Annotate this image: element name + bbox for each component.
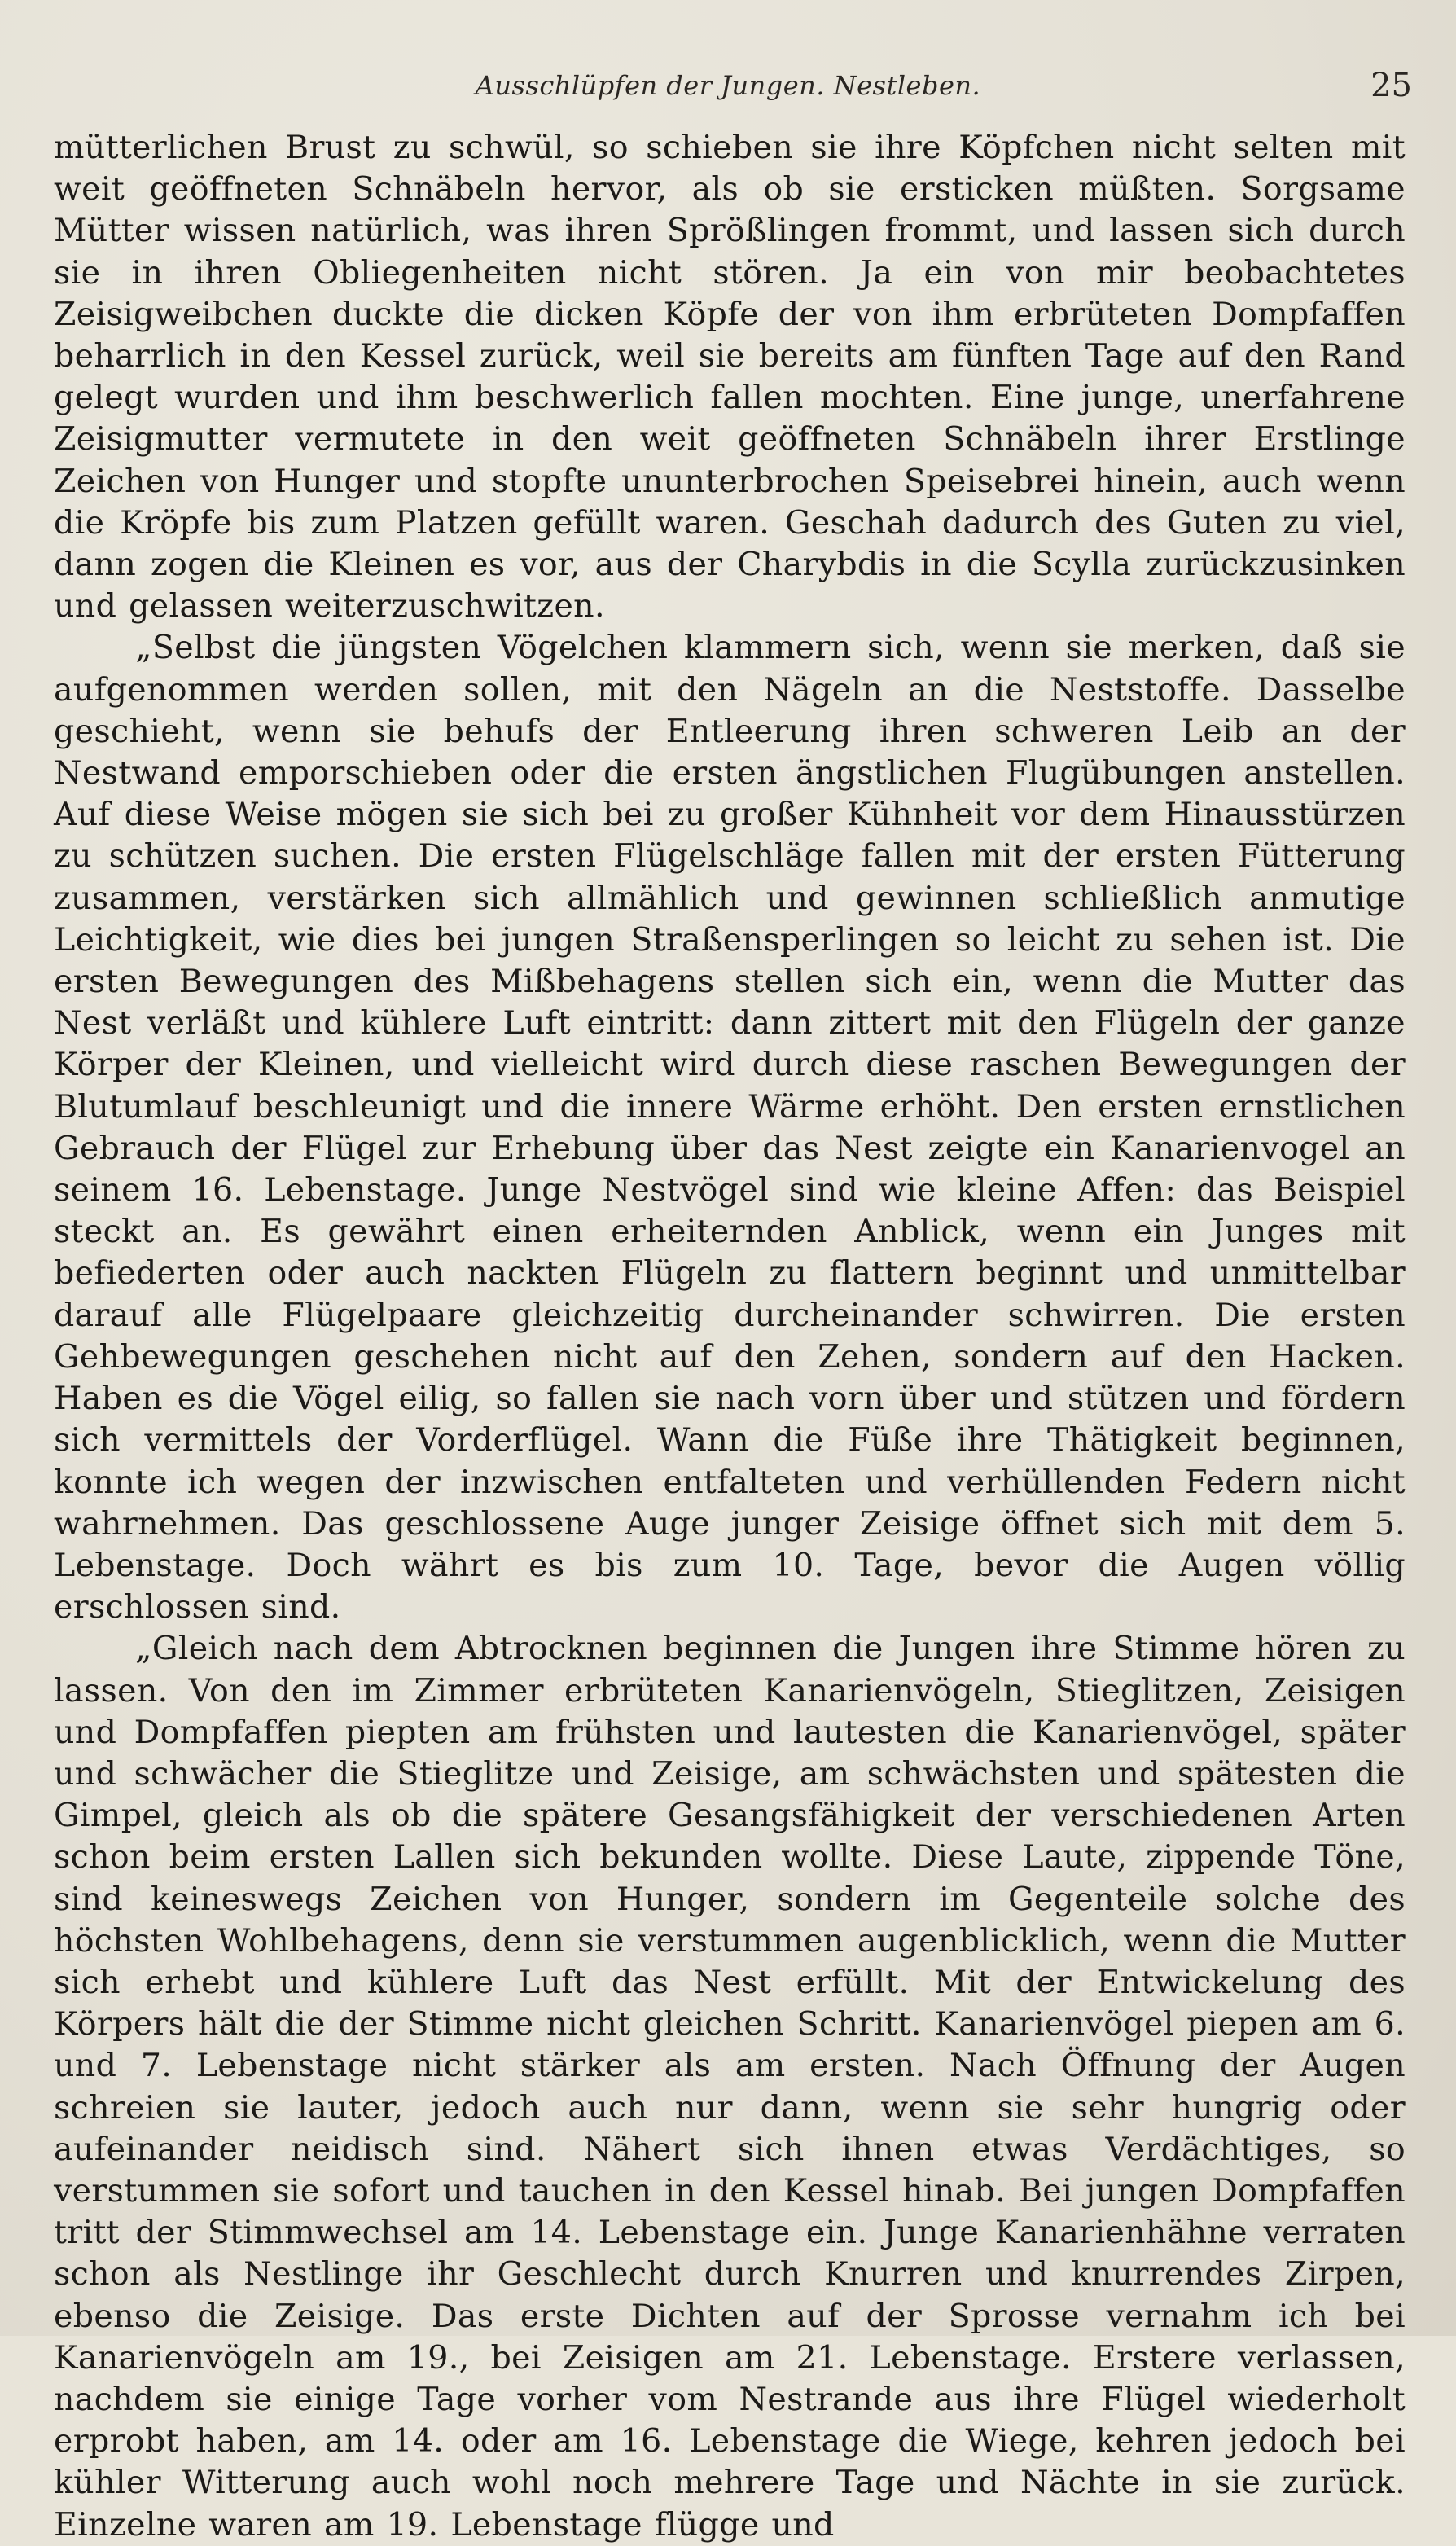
paragraph: „Gleich nach dem Abtrocknen beginnen die Jungen ihre Stimme hören zu lassen. Von den im Zimmer erbrüteten Kanarienvögeln, Stieglitzen, Zeisigen und Dompfaffen piepten am frühsten und lautesten die Kanarienvögel, später und schwächer die Stieglitze und Zeisige, am schwächsten und spätesten die Gimpel, gleich als ob die spätere Gesangsfähigkeit der verschiedenen Arten schon beim ersten Lallen sich bekunden wollte. Diese Laute, zippende Töne, sind keineswegs Zeichen von Hunger, sondern im Gegenteile solche des höchsten Wohlbehagens, denn sie verstummen augenblicklich, wenn die Mutter sich erhebt und kühlere Luft das Nest erfüllt. Mit der Entwickelung des Körpers hält die der Stimme nicht gleichen Schritt. Kanarienvögel piepen am 6. und 7. Lebenstage nicht stärker als am ersten. Nach Öffnung der Augen schreien sie lauter, jedoch auch nur dann, wenn sie sehr hungrig oder aufeinander neidisch sind. Nähert sich ihnen etwas Verdächtiges, so verstummen sie sofort und tauchen in den Kessel hinab. Bei jungen Dompfaffen tritt der Stimmwechsel am 14. Lebenstage ein. Junge Kanarienhähne verraten schon als Nestlinge ihr Geschlecht durch Knurren und knurrendes Zirpen, ebenso die Zeisige. Das erste Dichten auf der Sprosse vernahm ich bei Kanarienvögeln am 19., bei Zeisigen am 21. Lebenstage. Erstere verlassen, nachdem sie einige Tage vorher vom Nestrande aus ihre Flügel wiederholt erprobt haben, am 14. oder am 16. Lebenstage die Wiege, kehren jedoch bei kühler Witterung auch wohl noch mehrere Tage und Nächte in sie zurück. Einzelne waren am 19. Lebenstage flügge und: [54, 1630, 1406, 2544]
page-number: 25: [1370, 67, 1412, 104]
running-head: Ausschlüpfen der Jungen. Nestleben.: [475, 70, 981, 101]
paragraph: „Selbst die jüngsten Vögelchen klammern sich, wenn sie merken, daß sie aufgenommen werden sollen, mit den Nägeln an die Neststoffe. Dasselbe geschieht, wenn sie behufs der Entleerung ihren schweren Leib an der Nestwand emporschieben oder die ersten ängstlichen Flugübungen anstellen. Auf diese Weise mögen sie sich bei zu großer Kühnheit vor dem Hinausstürzen zu schützen suchen. Die ersten Flügelschläge fallen mit der ersten Fütterung zusammen, verstärken sich allmählich und gewinnen schließlich anmutige Leichtigkeit, wie dies bei jungen Straßensperlingen so leicht zu sehen ist. Die ersten Bewegungen des Mißbehagens stellen sich ein, wenn die Mutter das Nest verläßt und kühlere Luft eintritt: dann zittert mit den Flügeln der ganze Körper der Kleinen, und vielleicht wird durch diese raschen Bewegungen der Blutumlauf beschleunigt und die innere Wärme erhöht. Den ersten ernstlichen Gebrauch der Flügel zur Erhebung über das Nest zeigte ein Kanarienvogel an seinem 16. Lebenstage. Junge Nestvögel sind wie kleine Affen: das Beispiel steckt an. Es gewährt einen erheiternden Anblick, wenn ein Junges mit befiederten oder auch nackten Flügeln zu flattern beginnt und unmittelbar darauf alle Flügelpaare gleichzeitig durcheinander schwirren. Die ersten Gehbewegungen geschehen nicht auf den Zehen, sondern auf den Hacken. Haben es die Vögel eilig, so fallen sie nach vorn über und stützen und fördern sich vermittels der Vorderflügel. Wann die Füße ihre Thätigkeit beginnen, konnte ich wegen der inzwischen entfalteten und verhüllenden Federn nicht wahrnehmen. Das geschlossene Auge junger Zeisige öffnet sich mit dem 5. Lebenstage. Doch währt es bis zum 10. Tage, bevor die Augen völlig erschlossen sind.: [54, 629, 1406, 1626]
body-text: [54, 127, 1406, 2546]
paragraph: mütterlichen Brust zu schwül, so schieben sie ihre Köpfchen nicht selten mit weit geöffneten Schnäbeln hervor, als ob sie ersticken müßten. Sorgsame Mütter wissen natürlich, was ihren Sprößlingen frommt, und lassen sich durch sie in ihren Obliegenheiten nicht stören. Ja ein von mir beobachtetes Zeisigweibchen duckte die dicken Köpfe der von ihm erbrüteten Dompfaffen beharrlich in den Kessel zurück, weil sie bereits am fünften Tage auf den Rand gelegt wurden und ihm beschwerlich fallen mochten. Eine junge, unerfahrene Zeisigmutter vermutete in den weit geöffneten Schnäbeln ihrer Erstlinge Zeichen von Hunger und stopfte ununterbrochen Speisebrei hinein, auch wenn die Kröpfe bis zum Platzen gefüllt waren. Geschah dadurch des Guten zu viel, dann zogen die Kleinen es vor, aus der Charybdis in die Scylla zurückzusinken und gelassen weiterzuschwitzen.: [54, 129, 1406, 626]
page-header: [0, 64, 1456, 112]
